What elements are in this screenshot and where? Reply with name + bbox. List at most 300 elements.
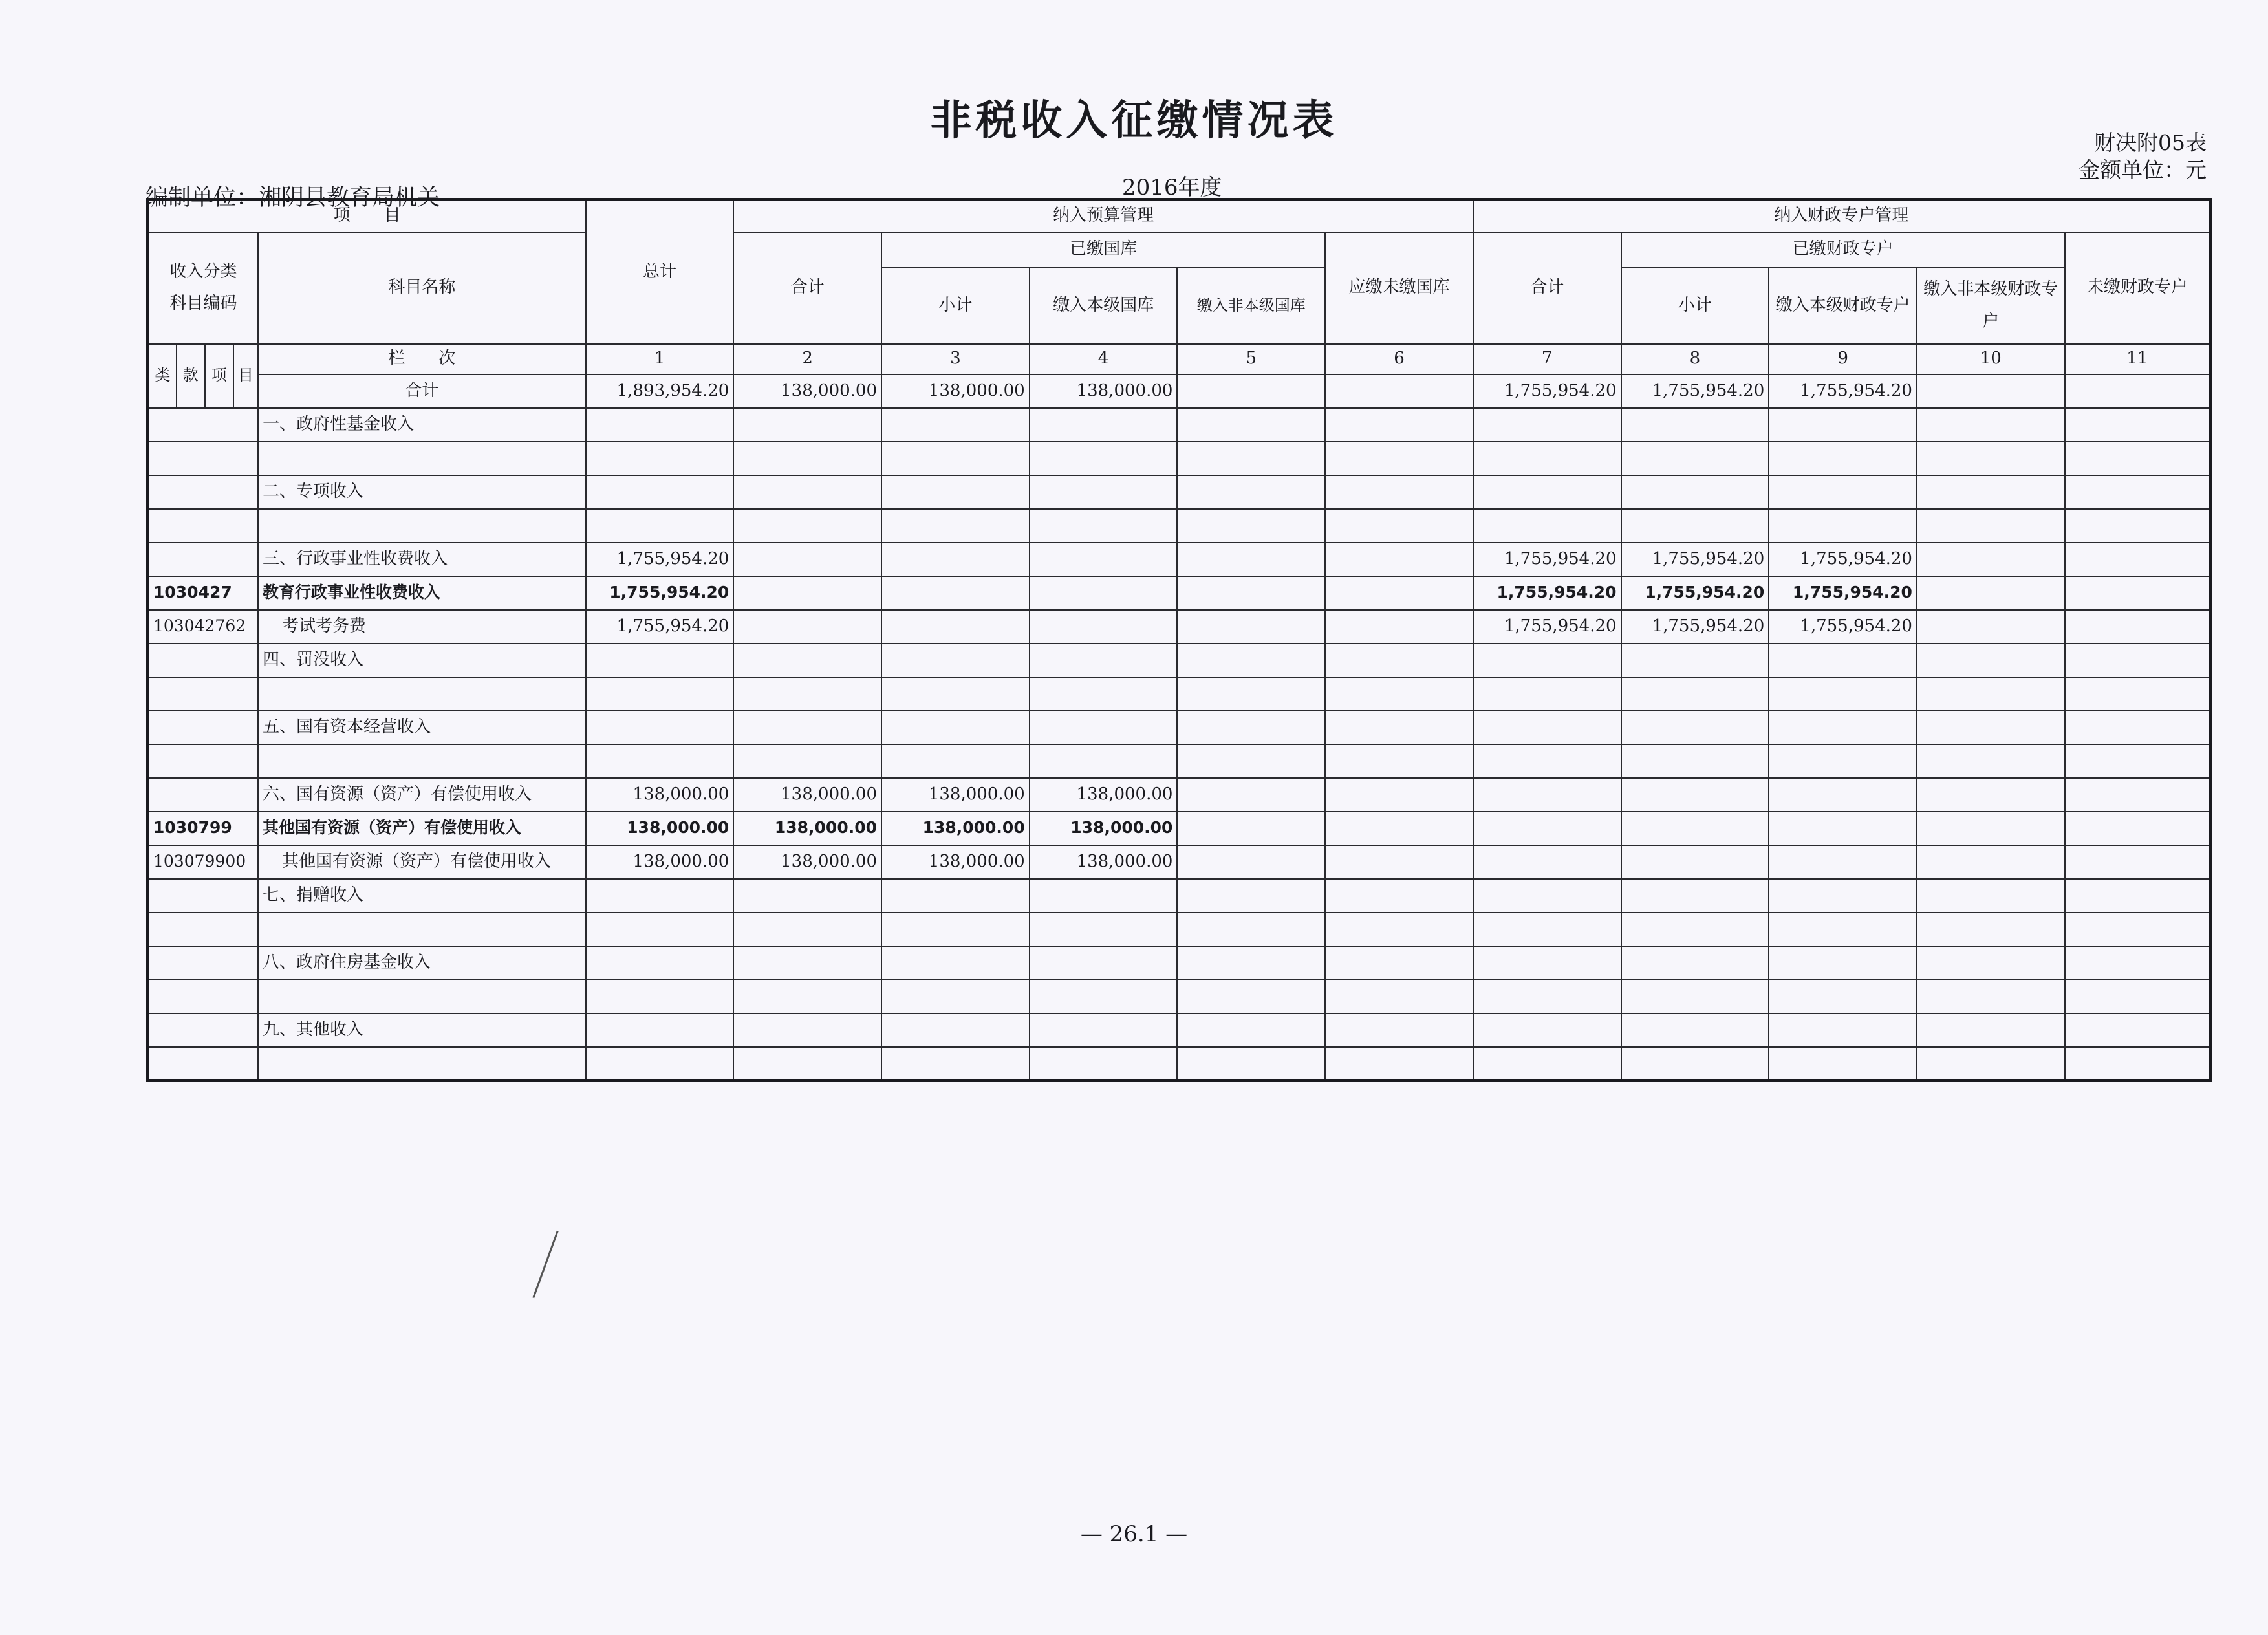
amount-cell-col-8 [1621,845,1769,879]
column-number: 8 [1621,344,1769,374]
table-row [148,744,2211,778]
amount-cell-col-3: 138,000.00 [881,812,1030,845]
amount-cell-col-3 [881,475,1030,509]
subject-code-cell: 103042762 [148,610,258,644]
amount-cell-col-3 [881,946,1030,980]
amount-cell-col-2 [733,610,881,644]
amount-cell-col-8 [1621,778,1769,812]
amount-cell-col-7 [1473,879,1621,913]
amount-cell-col-4 [1030,913,1178,946]
amount-cell-col-5 [1177,509,1325,543]
amount-cell-col-6 [1325,408,1473,442]
amount-cell-col-8 [1621,475,1769,509]
subject-code-cell [148,543,258,576]
amount-cell-col-11 [2065,744,2211,778]
amount-cell-col-9 [1769,1013,1917,1047]
amount-cell-col-6 [1325,374,1473,408]
subject-name-cell: 合计 [258,374,586,408]
amount-cell-col-11 [2065,576,2211,610]
amount-cell-col-9 [1769,845,1917,879]
amount-cell-col-5 [1177,677,1325,711]
subject-code-cell [148,509,258,543]
header-class-code-line2: 科目编码 [169,294,237,313]
subject-name-cell [258,980,586,1013]
amount-cell-col-3 [881,744,1030,778]
appendix-number: 财决附05表 [2094,130,2207,155]
amount-cell-col-5 [1177,980,1325,1013]
amount-cell-col-9 [1769,1047,1917,1081]
amount-cell-col-9: 1,755,954.20 [1769,576,1917,610]
table-row [148,543,2211,576]
subject-name-cell: 六、国有资源（资产）有偿使用收入 [258,778,586,812]
table-row [148,374,2211,408]
amount-cell-col-8 [1621,408,1769,442]
amount-cell-col-6 [1325,610,1473,644]
amount-cell-col-11 [2065,845,2211,879]
amount-cell-col-5 [1177,946,1325,980]
amount-cell-col-7 [1473,744,1621,778]
amount-cell-col-6 [1325,946,1473,980]
amount-cell-col-10 [1917,980,2065,1013]
header-kuan: 款 [177,344,205,408]
amount-cell-col-9 [1769,812,1917,845]
table-row [148,1013,2211,1047]
amount-cell-col-2 [733,711,881,744]
amount-cell-col-8: 1,755,954.20 [1621,543,1769,576]
amount-cell-col-5 [1177,845,1325,879]
amount-cell-col-5 [1177,913,1325,946]
subject-name-cell [258,442,586,475]
document-title: 非税收入征缴情况表 [930,97,1338,145]
amount-cell-col-3 [881,644,1030,677]
amount-cell-col-4 [1030,576,1178,610]
amount-cell-col-11 [2065,509,2211,543]
amount-cell-col-5 [1177,744,1325,778]
amount-cell-col-1 [586,475,734,509]
amount-cell-col-11 [2065,879,2211,913]
amount-cell-col-1 [586,711,734,744]
table-row [148,946,2211,980]
amount-cell-col-10 [1917,677,2065,711]
subject-name-cell: 三、行政事业性收费收入 [258,543,586,576]
header-paid-treasury: 已缴国库 [881,232,1325,268]
subject-code-cell [148,1013,258,1047]
amount-cell-col-7 [1473,1013,1621,1047]
amount-cell-col-2 [733,543,881,576]
amount-cell-col-2 [733,442,881,475]
header-class: 类 [148,344,177,408]
header-subject-name: 科目名称 [258,232,586,344]
table-row [148,677,2211,711]
amount-cell-col-7 [1473,980,1621,1013]
amount-cell-col-4 [1030,677,1178,711]
amount-cell-col-5 [1177,442,1325,475]
amount-cell-col-10 [1917,879,2065,913]
amount-cell-col-5 [1177,879,1325,913]
pencil-mark [532,1231,558,1298]
amount-cell-col-9 [1769,509,1917,543]
column-number: 1 [586,344,734,374]
amount-cell-col-6 [1325,576,1473,610]
amount-cell-col-9: 1,755,954.20 [1769,543,1917,576]
amount-cell-col-11 [2065,946,2211,980]
amount-cell-col-2 [733,509,881,543]
table-row [148,913,2211,946]
header-to-nonlocal-treasury: 缴入非本级国库 [1177,268,1325,344]
amount-cell-col-11 [2065,374,2211,408]
amount-cell-col-8 [1621,913,1769,946]
subject-name-cell: 九、其他收入 [258,1013,586,1047]
subject-name-cell [258,1047,586,1081]
amount-cell-col-8 [1621,442,1769,475]
amount-cell-col-5 [1177,644,1325,677]
subject-name-cell [258,509,586,543]
amount-cell-col-7 [1473,1047,1621,1081]
amount-cell-col-8 [1621,711,1769,744]
amount-cell-col-1 [586,744,734,778]
amount-cell-col-6 [1325,812,1473,845]
amount-cell-col-4: 138,000.00 [1030,778,1178,812]
amount-cell-col-6 [1325,442,1473,475]
amount-cell-col-2 [733,677,881,711]
column-number: 4 [1030,344,1178,374]
amount-cell-col-4 [1030,610,1178,644]
amount-cell-col-1: 1,755,954.20 [586,543,734,576]
amount-cell-col-10 [1917,475,2065,509]
amount-cell-col-2 [733,408,881,442]
fiscal-year: 2016年度 [1122,175,1222,200]
amount-cell-col-1: 1,893,954.20 [586,374,734,408]
amount-cell-col-11 [2065,543,2211,576]
subject-code-cell [148,778,258,812]
amount-cell-col-11 [2065,677,2211,711]
amount-cell-col-7 [1473,711,1621,744]
amount-cell-col-1 [586,509,734,543]
amount-cell-col-10 [1917,576,2065,610]
amount-cell-col-9 [1769,711,1917,744]
amount-cell-col-4 [1030,946,1178,980]
amount-cell-col-2 [733,1047,881,1081]
amount-cell-col-8 [1621,1047,1769,1081]
table-row [148,879,2211,913]
amount-cell-col-2 [733,980,881,1013]
amount-cell-col-1: 138,000.00 [586,778,734,812]
subject-name-cell [258,677,586,711]
amount-cell-col-3 [881,442,1030,475]
table-row [148,1047,2211,1081]
amount-cell-col-8 [1621,744,1769,778]
table-row [148,711,2211,744]
subject-code-cell [148,879,258,913]
amount-cell-col-9: 1,755,954.20 [1769,610,1917,644]
header-to-nonlocal-special: 缴入非本级财政专户 [1917,268,2065,344]
amount-cell-col-5 [1177,711,1325,744]
amount-cell-col-2: 138,000.00 [733,812,881,845]
amount-cell-col-7 [1473,913,1621,946]
page-number: — 26.1 — [1080,1521,1188,1547]
amount-cell-col-8: 1,755,954.20 [1621,374,1769,408]
amount-cell-col-10 [1917,442,2065,475]
amount-cell-col-7: 1,755,954.20 [1473,374,1621,408]
amount-cell-col-1 [586,408,734,442]
amount-cell-col-3 [881,711,1030,744]
column-number: 6 [1325,344,1473,374]
amount-cell-col-5 [1177,374,1325,408]
header-special-small-subtotal: 小计 [1621,268,1769,344]
amount-cell-col-10 [1917,543,2065,576]
amount-cell-col-2 [733,1013,881,1047]
amount-cell-col-10 [1917,1013,2065,1047]
amount-cell-col-4 [1030,644,1178,677]
amount-cell-col-8 [1621,980,1769,1013]
amount-cell-col-10 [1917,845,2065,879]
amount-cell-col-3 [881,576,1030,610]
header-due-unpaid-treasury: 应缴未缴国库 [1325,232,1473,344]
amount-cell-col-9: 1,755,954.20 [1769,374,1917,408]
amount-cell-col-10 [1917,610,2065,644]
amount-cell-col-8 [1621,644,1769,677]
amount-cell-col-3 [881,509,1030,543]
amount-cell-col-1: 1,755,954.20 [586,576,734,610]
amount-cell-col-5 [1177,778,1325,812]
amount-cell-col-1: 138,000.00 [586,812,734,845]
header-to-local-special: 缴入本级财政专户 [1769,268,1917,344]
amount-cell-col-6 [1325,879,1473,913]
amount-cell-col-3 [881,543,1030,576]
amount-cell-col-7 [1473,442,1621,475]
amount-cell-col-7 [1473,946,1621,980]
amount-cell-col-6 [1325,475,1473,509]
amount-cell-col-3 [881,408,1030,442]
amount-cell-col-9 [1769,744,1917,778]
subject-name-cell: 其他国有资源（资产）有偿使用收入 [258,812,586,845]
amount-cell-col-7 [1473,408,1621,442]
amount-cell-col-4 [1030,980,1178,1013]
amount-cell-col-4: 138,000.00 [1030,845,1178,879]
amount-cell-col-1 [586,1047,734,1081]
amount-cell-col-11 [2065,812,2211,845]
amount-cell-col-5 [1177,812,1325,845]
amount-cell-col-10 [1917,946,2065,980]
amount-cell-col-10 [1917,1047,2065,1081]
amount-cell-col-6 [1325,845,1473,879]
header-budget-subtotal: 合计 [733,232,881,344]
amount-cell-col-8 [1621,509,1769,543]
table-row [148,509,2211,543]
amount-unit: 金额单位：元 [2079,157,2207,182]
subject-code-cell [148,711,258,744]
amount-cell-col-5 [1177,1013,1325,1047]
amount-cell-col-1 [586,677,734,711]
header-special-account-management: 纳入财政专户管理 [1473,200,2211,232]
amount-cell-col-3: 138,000.00 [881,778,1030,812]
amount-cell-col-4 [1030,475,1178,509]
subject-code-cell [148,442,258,475]
amount-cell-col-6 [1325,509,1473,543]
column-number: 3 [881,344,1030,374]
amount-cell-col-3 [881,879,1030,913]
amount-cell-col-3 [881,610,1030,644]
header-special-subtotal: 合计 [1473,232,1621,344]
amount-cell-col-9 [1769,475,1917,509]
amount-cell-col-4 [1030,1047,1178,1081]
amount-cell-col-10 [1917,509,2065,543]
amount-cell-col-8 [1621,677,1769,711]
table-row [148,475,2211,509]
subject-code-cell [148,475,258,509]
amount-cell-col-9 [1769,442,1917,475]
amount-cell-col-6 [1325,1013,1473,1047]
amount-cell-col-6 [1325,744,1473,778]
amount-cell-col-2 [733,879,881,913]
amount-cell-col-5 [1177,576,1325,610]
subject-name-cell: 教育行政事业性收费收入 [258,576,586,610]
subject-code-cell [148,946,258,980]
amount-cell-col-7: 1,755,954.20 [1473,576,1621,610]
subject-name-cell: 七、捐赠收入 [258,879,586,913]
amount-cell-col-6 [1325,677,1473,711]
header-unpaid-special-account: 未缴财政专户 [2065,232,2211,344]
subject-code-cell [148,980,258,1013]
amount-cell-col-8: 1,755,954.20 [1621,610,1769,644]
amount-cell-col-5 [1177,543,1325,576]
amount-cell-col-10 [1917,711,2065,744]
header-class-code-line1: 收入分类 [169,261,237,281]
header-xiang: 项 [205,344,233,408]
amount-cell-col-4 [1030,543,1178,576]
table-row [148,408,2211,442]
amount-cell-col-1 [586,442,734,475]
header-to-local-treasury: 缴入本级国库 [1030,268,1178,344]
amount-cell-col-6 [1325,711,1473,744]
amount-cell-col-6 [1325,644,1473,677]
amount-cell-col-6 [1325,543,1473,576]
amount-cell-col-11 [2065,644,2211,677]
subject-name-cell: 五、国有资本经营收入 [258,711,586,744]
subject-code-cell [148,913,258,946]
column-number: 11 [2065,344,2211,374]
subject-name-cell [258,744,586,778]
subject-name-cell: 四、罚没收入 [258,644,586,677]
table-row [148,644,2211,677]
subject-name-cell [258,913,586,946]
amount-cell-col-2: 138,000.00 [733,845,881,879]
subject-code-cell [148,744,258,778]
header-mu: 目 [233,344,258,408]
subject-name-cell: 八、政府住房基金收入 [258,946,586,980]
amount-cell-col-2 [733,475,881,509]
amount-cell-col-8 [1621,1013,1769,1047]
amount-cell-col-8 [1621,879,1769,913]
amount-cell-col-1 [586,913,734,946]
amount-cell-col-3 [881,913,1030,946]
amount-cell-col-7 [1473,509,1621,543]
amount-cell-col-1: 138,000.00 [586,845,734,879]
subject-code-cell: 1030799 [148,812,258,845]
amount-cell-col-1 [586,644,734,677]
amount-cell-col-10 [1917,913,2065,946]
amount-cell-col-10 [1917,408,2065,442]
amount-cell-col-6 [1325,980,1473,1013]
amount-cell-col-7 [1473,475,1621,509]
subject-code-cell [148,677,258,711]
table-row [148,812,2211,845]
amount-cell-col-9 [1769,644,1917,677]
amount-cell-col-9 [1769,913,1917,946]
amount-cell-col-8 [1621,946,1769,980]
amount-cell-col-10 [1917,644,2065,677]
amount-cell-col-7 [1473,778,1621,812]
amount-cell-col-1 [586,946,734,980]
amount-cell-col-2: 138,000.00 [733,374,881,408]
column-number: 2 [733,344,881,374]
amount-cell-col-10 [1917,374,2065,408]
amount-cell-col-5 [1177,1047,1325,1081]
amount-cell-col-2 [733,913,881,946]
amount-cell-col-9 [1769,980,1917,1013]
amount-cell-col-5 [1177,408,1325,442]
amount-cell-col-7 [1473,644,1621,677]
header-total: 总计 [586,200,734,344]
amount-cell-col-9 [1769,946,1917,980]
amount-cell-col-11 [2065,475,2211,509]
amount-cell-col-2 [733,946,881,980]
header-treasury-subtotal: 小计 [881,268,1030,344]
amount-cell-col-10 [1917,744,2065,778]
table-row [148,442,2211,475]
amount-cell-col-2: 138,000.00 [733,778,881,812]
amount-cell-col-3: 138,000.00 [881,845,1030,879]
amount-cell-col-1 [586,1013,734,1047]
header-class-code [148,232,258,344]
amount-cell-col-11 [2065,980,2211,1013]
amount-cell-col-11 [2065,1047,2211,1081]
amount-cell-col-9 [1769,677,1917,711]
subject-name-cell: 一、政府性基金收入 [258,408,586,442]
amount-cell-col-2 [733,576,881,610]
amount-cell-col-7: 1,755,954.20 [1473,543,1621,576]
table-row [148,610,2211,644]
amount-cell-col-2 [733,644,881,677]
amount-cell-col-9 [1769,408,1917,442]
amount-cell-col-8: 1,755,954.20 [1621,576,1769,610]
subject-code-cell: 1030427 [148,576,258,610]
amount-cell-col-8 [1621,812,1769,845]
amount-cell-col-3 [881,1047,1030,1081]
table-row [148,576,2211,610]
amount-cell-col-5 [1177,610,1325,644]
amount-cell-col-7 [1473,677,1621,711]
amount-cell-col-4 [1030,1013,1178,1047]
amount-cell-col-11 [2065,442,2211,475]
amount-cell-col-3 [881,980,1030,1013]
amount-cell-col-6 [1325,1047,1473,1081]
amount-cell-col-7: 1,755,954.20 [1473,610,1621,644]
amount-cell-col-4 [1030,879,1178,913]
amount-cell-col-11 [2065,913,2211,946]
amount-cell-col-4: 138,000.00 [1030,812,1178,845]
column-number: 7 [1473,344,1621,374]
amount-cell-col-11 [2065,408,2211,442]
column-number: 5 [1177,344,1325,374]
amount-cell-col-7 [1473,812,1621,845]
header-column-label: 栏 次 [258,344,586,374]
amount-cell-col-4 [1030,408,1178,442]
compiling-unit: 编制单位：湘阴县教育局机关 [146,185,440,211]
non-tax-revenue-table [146,198,2212,1082]
table-row [148,980,2211,1013]
subject-code-cell: 103079900 [148,845,258,879]
